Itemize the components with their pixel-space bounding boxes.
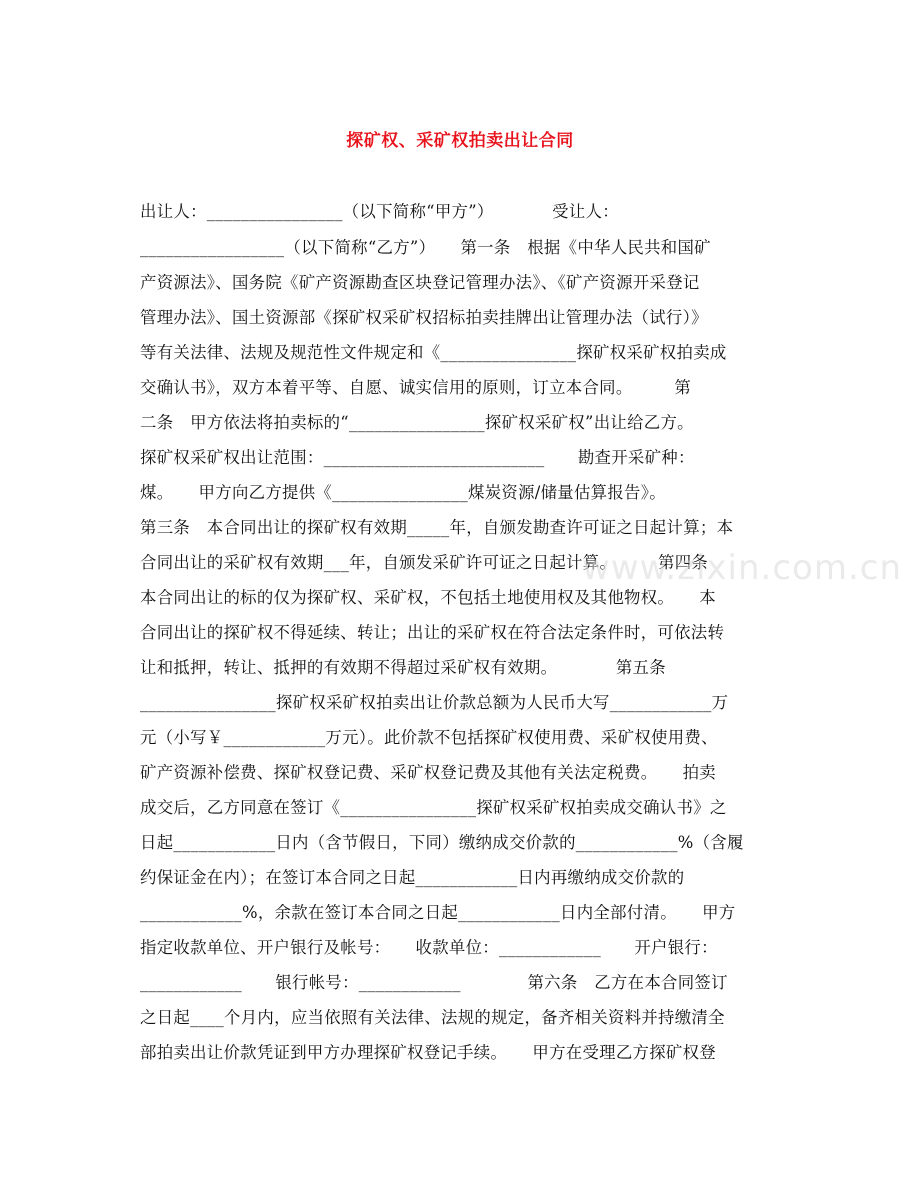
body-line: 让和抵押，转让、抵押的有效期不得超过采矿权有效期。 第五条 [140,658,666,677]
body-line: _________________（以下简称“乙方”） 第一条 根据《中华人民共和国矿 [140,238,711,257]
body-line: 部拍卖出让价款凭证到甲方办理探矿权登记手续。 甲方在受理乙方探矿权登 [140,1043,716,1062]
body-line: 成交后，乙方同意在签订《________________探矿权采矿权拍卖成交确认书》之 [140,798,727,817]
body-line: 煤。 甲方向乙方提供《________________煤炭资源/储量估算报告》。 [140,483,666,502]
body-line: 出让人：________________（以下简称“甲方”） 受让人： [140,202,619,221]
body-line: 合同出让的采矿权有效期___年，自颁发采矿许可证之日起计算。 第四条 [140,553,709,572]
body-line: 日起____________日内（含节假日，下同）缴纳成交价款的____________%（含履 [140,833,744,852]
body-line: 合同出让的探矿权不得延续、转让；出让的采矿权在符合法定条件时，可依法转 [140,623,725,642]
body-line: 产资源法》、国务院《矿产资源勘查区块登记管理办法》、《矿产资源开采登记 [140,273,700,292]
body-line: 元（小写￥____________万元）。此价款不包括探矿权使用费、采矿权使用费、 [140,728,718,747]
body-line: 管理办法》、国土资源部《探矿权采矿权招标拍卖挂牌出让管理办法（试行）》 [140,308,708,327]
body-line: 本合同出让的标的仅为探矿权、采矿权，不包括土地使用权及其他物权。 本 [140,588,716,607]
body-line: ____________%，余款在签订本合同之日起____________日内全部付清。 甲方 [140,903,736,922]
body-line: 之日起____个月内，应当依照有关法律、法规的规定，备齐相关资料并持缴清全 [140,1008,725,1027]
watermark: www.zixin.com.cn [582,548,902,588]
body-line: ________________探矿权采矿权拍卖出让价款总额为人民币大写____________万 [140,693,729,712]
body-line: 探矿权采矿权出让范围：__________________________ 勘查开采矿种： [140,448,695,467]
body-line: 指定收款单位、开户银行及帐号： 收款单位：____________ 开户银行： [140,938,718,957]
document-title: 探矿权、采矿权拍卖出让合同 [346,131,574,151]
body-line: ____________ 银行帐号：____________ 第六条 乙方在本合同签订 [140,973,728,992]
body-line: 矿产资源补偿费、探矿权登记费、采矿权登记费及其他有关法定税费。 拍卖 [140,763,716,782]
body-line: 二条 甲方依法将拍卖标的“________________探矿权采矿权”出让给乙方。 [140,413,694,432]
body-line: 第三条 本合同出让的探矿权有效期_____年，自颁发勘查许可证之日起计算；本 [140,518,734,537]
body-line: 等有关法律、法规及规范性文件规定和《________________探矿权采矿权拍卖成 [140,343,727,362]
body-line: 约保证金在内）；在签订本合同之日起____________日内再缴纳成交价款的 [140,868,685,887]
body-line: 交确认书》，双方本着平等、自愿、诚实信用的原则，订立本合同。 第 [140,378,692,397]
